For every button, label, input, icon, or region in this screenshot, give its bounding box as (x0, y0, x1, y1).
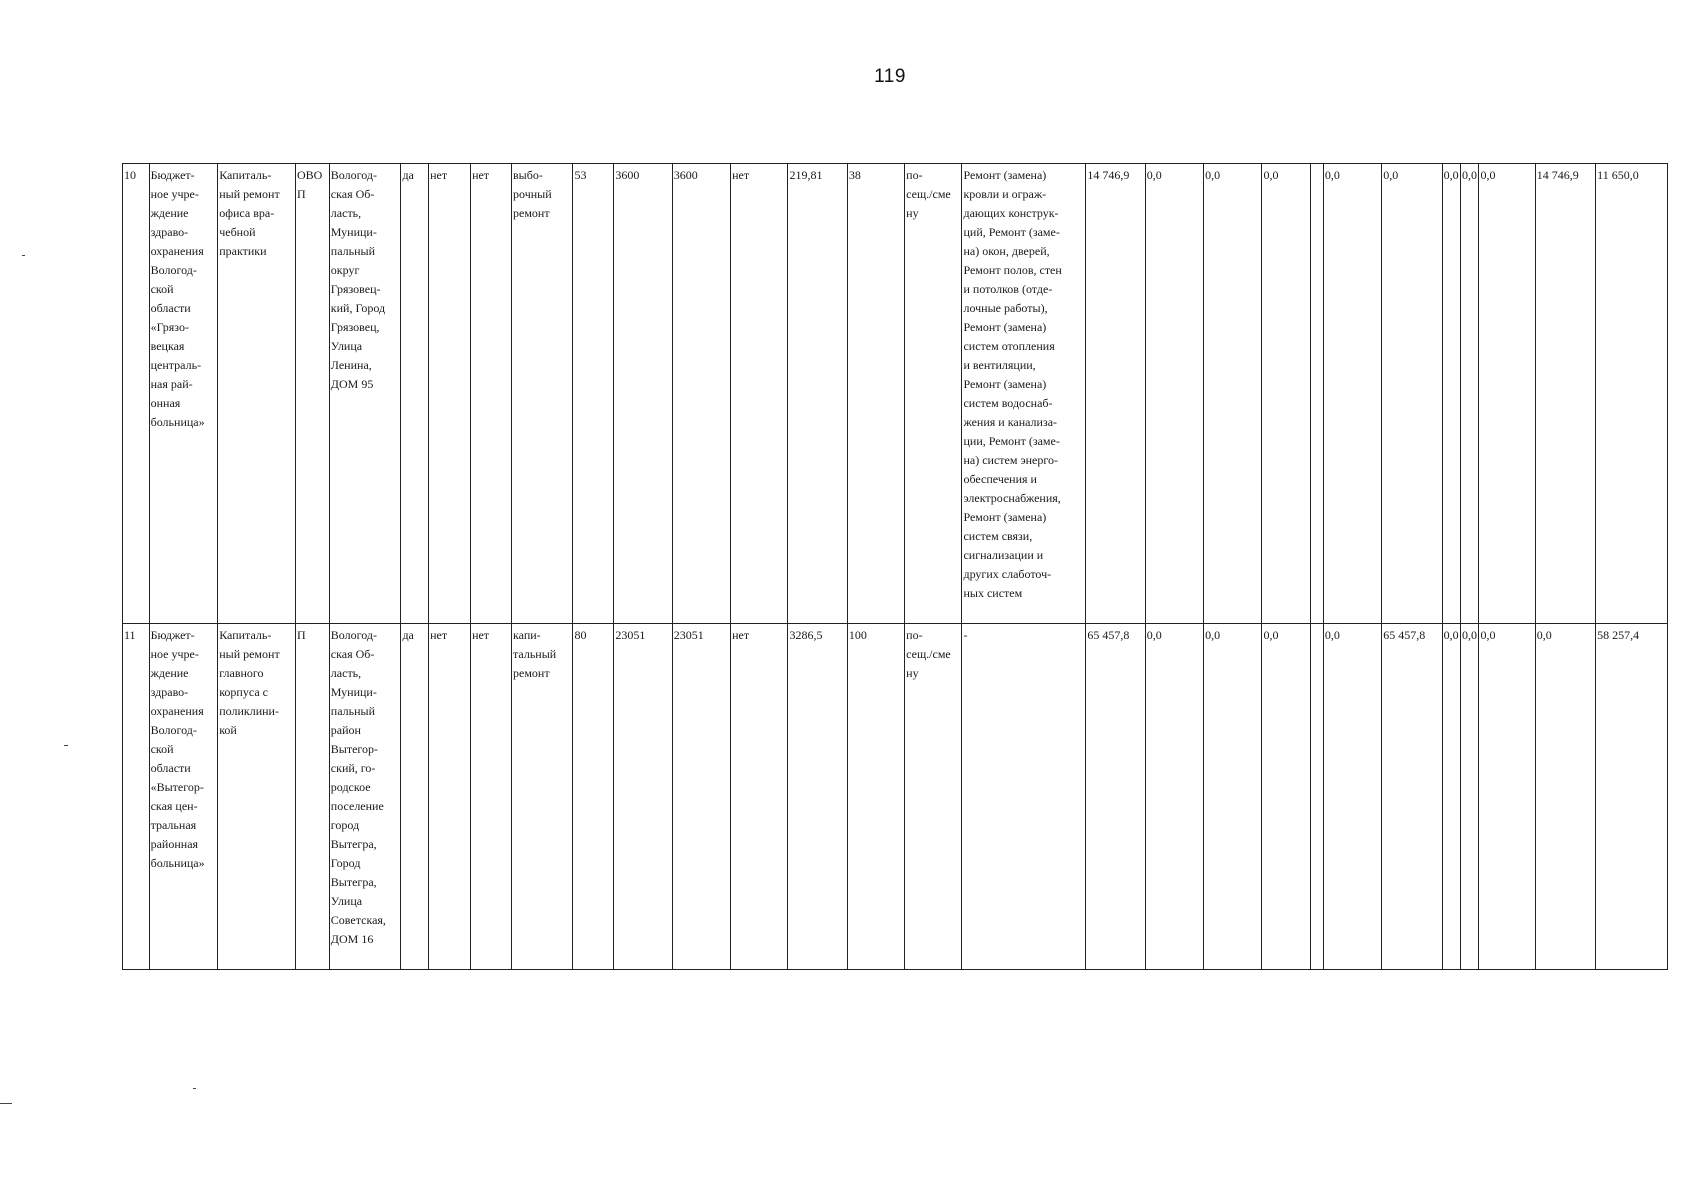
flag-cell: нет (429, 164, 471, 624)
scan-mark (64, 745, 68, 746)
amount-cell: 0,0 (1204, 164, 1262, 624)
amount-cell: 0,0 (1535, 624, 1595, 970)
flag-cell: нет (471, 164, 512, 624)
repair-type-cell: капи- тальный ремонт (512, 624, 573, 970)
flag-cell: нет (731, 624, 788, 970)
amount-cell: 0,0 (1262, 624, 1310, 970)
table-row (123, 164, 1668, 624)
value-cell: 53 (573, 164, 614, 624)
value-cell: 219,81 (788, 164, 847, 624)
table-row (123, 624, 1668, 970)
value-cell: 3600 (672, 164, 730, 624)
empty-cell (1310, 624, 1323, 970)
amount-cell: 0,0 (1479, 624, 1535, 970)
works-list-cell: Ремонт (замена) кровли и ограж- дающих конструк- ций, Ремонт (заме- на) окон, дверей, Ремонт полов, стен и потолков (отде- лочные работы), Ремонт (замена) систем отопления и вентиляции, Ремонт (замена) систем водоснаб- жения и канализа- ции, Ремонт (заме- на) систем энерго- обеспечения и электроснабжения, Ремонт (замена) систем связи, сигнализации и других слаботоч- ных систем (962, 164, 1086, 624)
amount-cell: 14 746,9 (1086, 164, 1145, 624)
value-cell: 3600 (614, 164, 672, 624)
amount-cell: 0,0 (1323, 624, 1381, 970)
amount-cell: 65 457,8 (1382, 624, 1442, 970)
flag-cell: нет (429, 624, 471, 970)
amount-cell: 0,0 (1145, 164, 1203, 624)
institution-cell: Бюджет- ное учре- ждение здраво- охранения Вологод- ской области «Вытегор- ская цен- тральная районная больница» (149, 624, 218, 970)
scan-mark (0, 1103, 12, 1104)
amount-cell: 65 457,8 (1086, 624, 1145, 970)
flag-cell: да (401, 164, 429, 624)
flag-cell: нет (471, 624, 512, 970)
row-number: 10 (123, 164, 150, 624)
amount-cell: 14 746,9 (1535, 164, 1595, 624)
work-name-cell: Капиталь- ный ремонт главного корпуса с поликлини- кой (218, 624, 296, 970)
amount-cell: 58 257,4 (1596, 624, 1668, 970)
object-type-cell: П (296, 624, 330, 970)
value-cell: 23051 (672, 624, 730, 970)
value-cell: 23051 (614, 624, 672, 970)
value-cell: 3286,5 (788, 624, 847, 970)
scan-mark (22, 255, 25, 256)
amount-cell: 0,0 (1442, 624, 1460, 970)
amount-cell: 0,0 (1204, 624, 1262, 970)
works-list-cell: - (962, 624, 1086, 970)
amount-cell: 11 650,0 (1596, 164, 1668, 624)
amount-cell: 0,0 (1382, 164, 1442, 624)
row-number: 11 (123, 624, 150, 970)
unit-cell: по- сещ./сме ну (905, 164, 962, 624)
repair-type-cell: выбо- рочный ремонт (512, 164, 573, 624)
flag-cell: нет (731, 164, 788, 624)
address-cell: Вологод- ская Об- ласть, Муници- пальный округ Грязовец- кий, Город Грязовец, Улица Ленина, ДОМ 95 (329, 164, 401, 624)
scan-mark (193, 1088, 196, 1089)
value-cell: 100 (847, 624, 904, 970)
data-table (122, 163, 1668, 970)
amount-cell: 0,0 (1145, 624, 1203, 970)
unit-cell: по- сещ./сме ну (905, 624, 962, 970)
amount-cell: 0,0 (1461, 164, 1479, 624)
amount-cell: 0,0 (1461, 624, 1479, 970)
amount-cell: 0,0 (1262, 164, 1310, 624)
amount-cell: 0,0 (1323, 164, 1381, 624)
flag-cell: да (401, 624, 429, 970)
address-cell: Вологод- ская Об- ласть, Муници- пальный район Вытегор- ский, го- родское поселение город Вытегра, Город Вытегра, Улица Советская, ДОМ 16 (329, 624, 401, 970)
amount-cell: 0,0 (1442, 164, 1460, 624)
amount-cell: 0,0 (1479, 164, 1535, 624)
empty-cell (1310, 164, 1323, 624)
page-number: 119 (874, 66, 906, 87)
value-cell: 38 (847, 164, 904, 624)
institution-cell: Бюджет- ное учре- ждение здраво- охранения Вологод- ской области «Грязо- вецкая централь- ная рай- онная больница» (149, 164, 218, 624)
value-cell: 80 (573, 624, 614, 970)
object-type-cell: ОВО П (296, 164, 330, 624)
work-name-cell: Капиталь- ный ремонт офиса вра- чебной практики (218, 164, 296, 624)
